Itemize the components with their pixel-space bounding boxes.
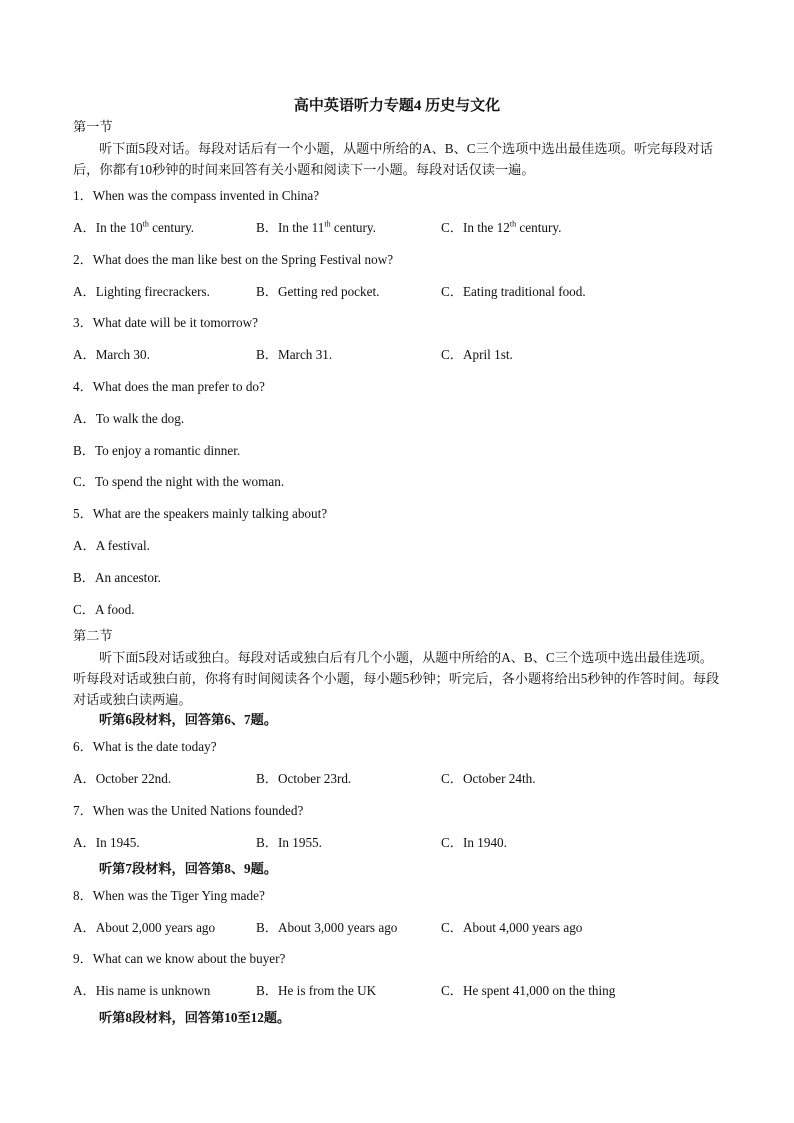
section2-heading: 第二节 [73,628,113,643]
q1-option-c: C．In the 12th century. [441,219,562,235]
question-1: 1．When was the compass invented in China? [73,188,320,203]
q2-option-c: C．Eating traditional food. [441,284,586,299]
q8-option-b: B．About 3,000 years ago [256,920,398,935]
q3-option-b: B．March 31. [256,347,333,362]
q9-option-a: A．His name is unknown [73,983,211,998]
q4-option-c: C．To spend the night with the woman. [73,474,285,489]
question-2: 2．What does the man like best on the Spring Festival now? [73,252,394,267]
q8-option-c: C．About 4,000 years ago [441,920,583,935]
section1-heading: 第一节 [73,119,113,134]
section1-instruction: 听下面5段对话。每段对话后有一个小题，从题中所给的A、B、C三个选项中选出最佳选项。听完每段对话后，你都有10秒钟的时间来回答有关小题和阅读下一小题。每段对话仅读一遍。 [73,141,713,177]
section2-instruction: 听下面5段对话或独白。每段对话或独白后有几个小题，从题中所给的A、B、C三个选项中选出最佳选项。听每段对话或独白前，你将有时间阅读各个小题，每小题5秒钟；听完后，各小题将给出5秒钟的作答时间。每段对话或独白读两遍。 [73,650,720,707]
q7-option-b: B．In 1955. [256,835,322,850]
material-8-instruction: 听第8段材料，回答第10至12题。 [99,1010,291,1025]
q3-option-c: C．April 1st. [441,347,513,362]
q1-option-b: B．In the 11th century. [256,219,376,235]
q5-option-a: A．A festival. [73,538,150,553]
material-7-instruction: 听第7段材料，回答第8、9题。 [99,861,278,876]
material-6-instruction: 听第6段材料，回答第6、7题。 [99,712,278,727]
question-8: 8．When was the Tiger Ying made? [73,888,265,903]
q8-option-a: A．About 2,000 years ago [73,920,216,935]
q1-option-a: A．In the 10th century. [73,219,195,235]
question-9: 9．What can we know about the buyer? [73,951,286,966]
question-5: 5．What are the speakers mainly talking about? [73,506,328,521]
q5-option-c: C．A food. [73,602,135,617]
q6-option-a: A．October 22nd. [73,771,172,786]
q4-option-a: A．To walk the dog. [73,411,185,426]
q2-option-b: B．Getting red pocket. [256,284,380,299]
question-6: 6．What is the date today? [73,739,217,754]
q7-option-a: A．In 1945. [73,835,140,850]
question-7: 7．When was the United Nations founded? [73,803,304,818]
q9-option-b: B．He is from the UK [256,983,377,998]
q4-option-b: B．To enjoy a romantic dinner. [73,443,241,458]
question-3: 3．What date will be it tomorrow? [73,315,258,330]
q6-option-c: C．October 24th. [441,771,536,786]
q2-option-a: A．Lighting firecrackers. [73,284,210,299]
q9-option-c: C．He spent 41,000 on the thing [441,983,616,998]
q7-option-c: C．In 1940. [441,835,507,850]
q5-option-b: B．An ancestor. [73,570,161,585]
question-4: 4．What does the man prefer to do? [73,379,265,394]
page-title: 高中英语听力专题4 历史与文化 [293,98,501,114]
q3-option-a: A．March 30. [73,347,150,362]
q6-option-b: B．October 23rd. [256,771,352,786]
